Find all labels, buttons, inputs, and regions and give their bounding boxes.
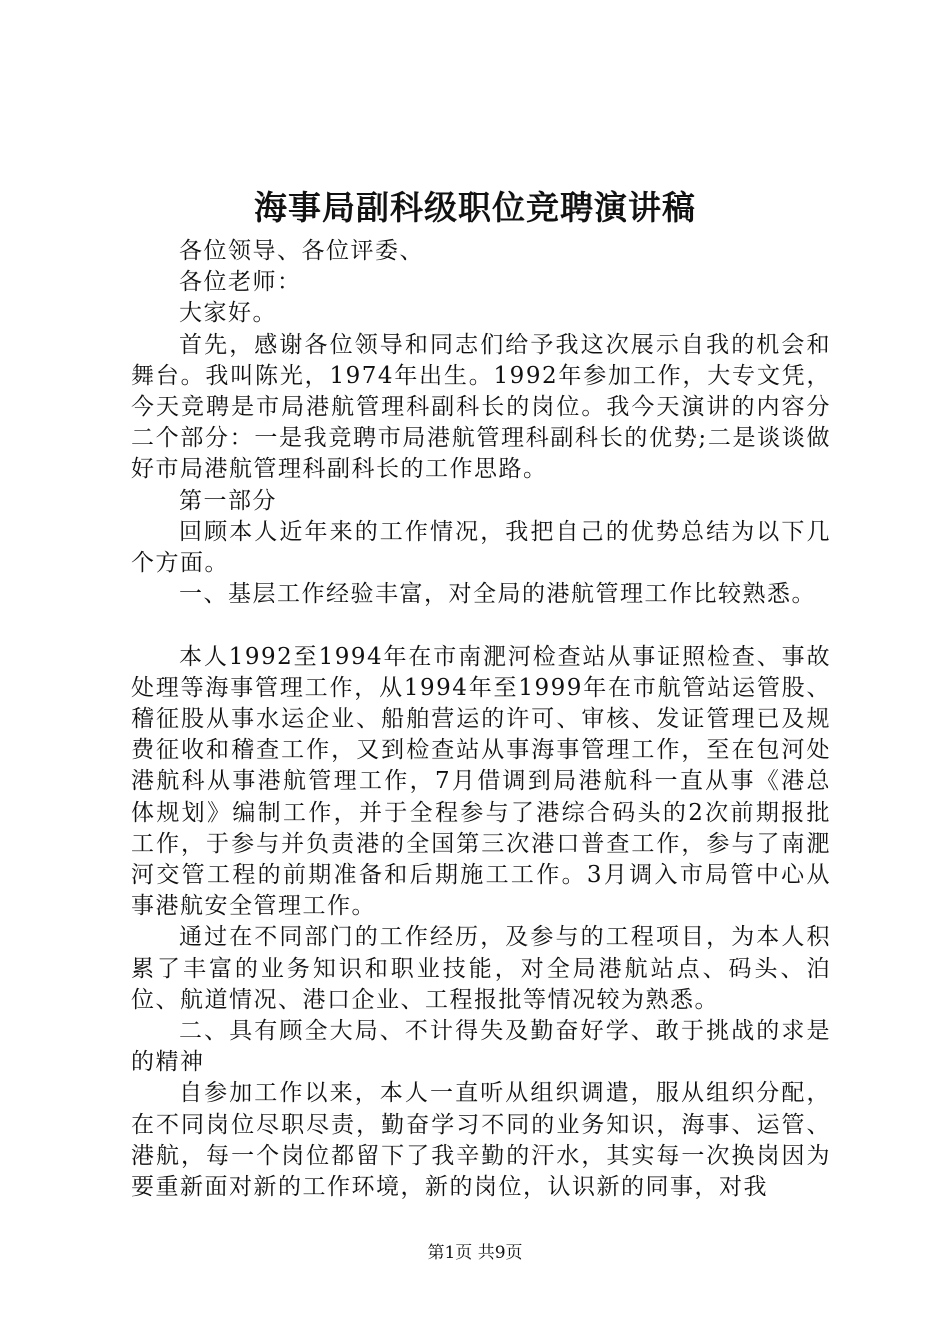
- point-one-heading: 一、基层工作经验丰富，对全局的港航管理工作比较熟悉。: [179, 581, 816, 608]
- section-heading: 第一部分: [179, 487, 277, 514]
- salutation-line-2: 各位老师：: [179, 269, 302, 296]
- intro-paragraph: 首先，感谢各位领导和同志们给予我这次展示自我的机会和舞台。我叫陈光，1974年出生。1992年参加工作，大专文凭，今天竞聘是市局港航管理科副科长的岗位。我今天演讲的内容分二个部分：一是我竞聘市局港航管理科副科长的优势;二是谈谈做好市局港航管理科副科长的工作思路。: [131, 331, 831, 483]
- document-title: 海事局副科级职位竞聘演讲稿: [254, 188, 696, 227]
- dedication-paragraph: 自参加工作以来，本人一直听从组织调遣，服从组织分配，在不同岗位尽职尽责，勤奋学习不同的业务知识，海事、运管、港航，每一个岗位都留下了我辛勤的汗水，其实每一次换岗因为要重新面对新的工作环境，新的岗位，认识新的同事，对我: [131, 1080, 831, 1201]
- summary-paragraph: 通过在不同部门的工作经历，及参与的工程项目，为本人积累了丰富的业务知识和职业技能，对全局港航站点、码头、泊位、航道情况、港口企业、工程报批等情况较为熟悉。: [131, 924, 831, 1013]
- document-body: [131, 236, 831, 1203]
- overview-paragraph: 回顾本人近年来的工作情况，我把自己的优势总结为以下几个方面。: [131, 518, 831, 577]
- greeting: 大家好。: [179, 300, 277, 327]
- blank-line: [131, 610, 831, 641]
- point-two-heading: 二、具有顾全大局、不计得失及勤奋好学、敢于挑战的求是的精神: [131, 1018, 831, 1076]
- experience-paragraph: 本人1992至1994年在市南淝河检查站从事证照检查、事故处理等海事管理工作，从1994年至1999年在市航管站运管股、稽征股从事水运企业、船舶营运的许可、审核、发证管理已及规费征收和稽查工作，又到检查站从事海事管理工作，至在包河处港航科从事港航管理工作，7月借调到局港航科一直从事《港总体规划》编制工作，并于全程参与了港综合码头的2次前期报批工作，于参与并负责港的全国第三次港口普查工作，参与了南淝河交管工程的前期准备和后期施工工作。3月调入市局管中心从事港航安全管理工作。: [131, 643, 831, 920]
- salutation-line-1: 各位领导、各位评委、: [179, 238, 424, 264]
- page-footer: 第1页 共9页: [427, 1243, 523, 1263]
